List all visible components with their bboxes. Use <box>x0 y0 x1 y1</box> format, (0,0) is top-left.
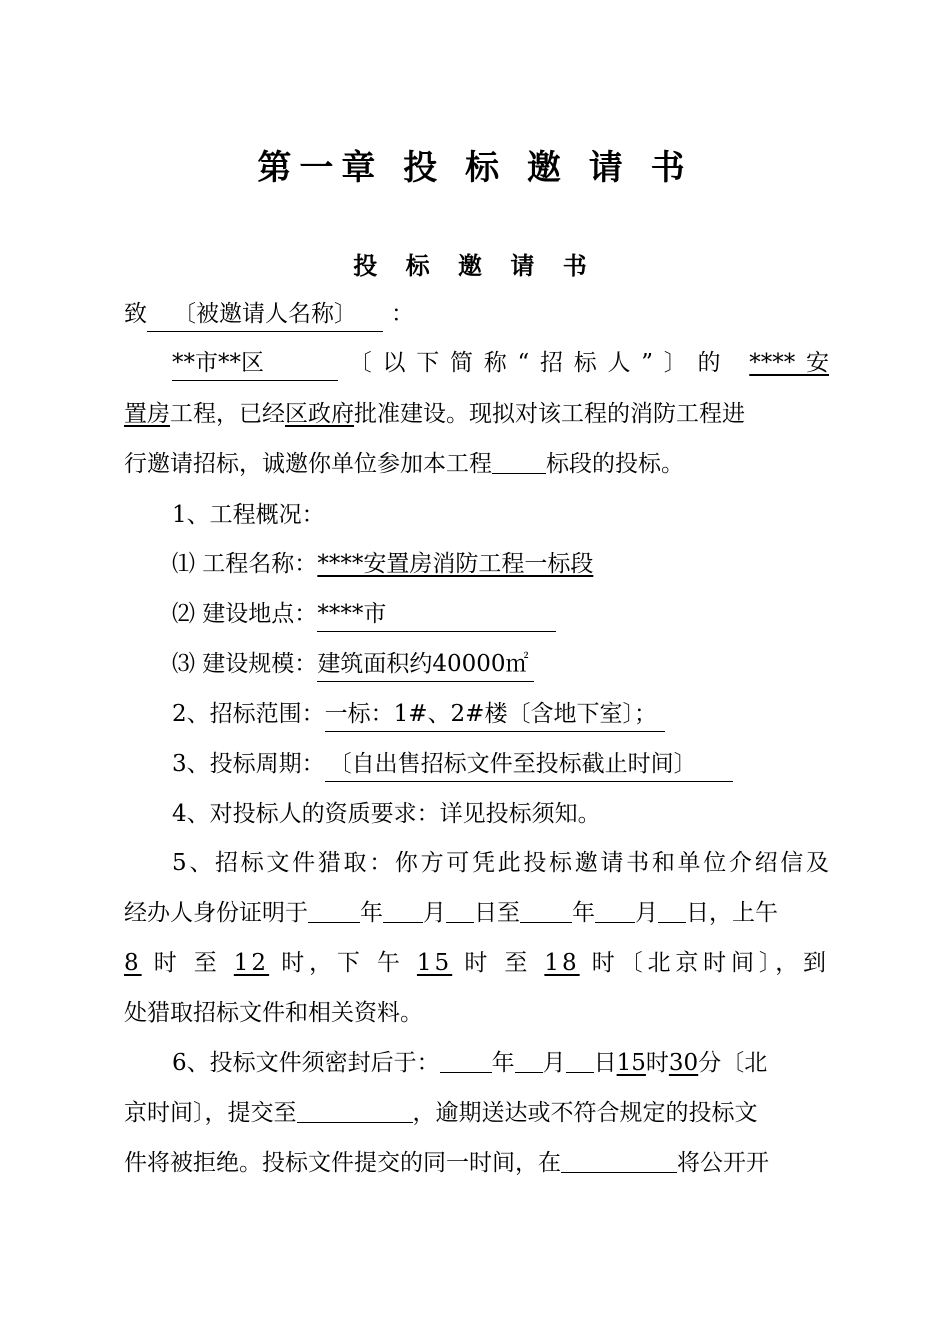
s5-text-c: 时，下 午 <box>281 950 405 976</box>
period-row <box>172 747 829 782</box>
period-label: 3、投标周期： <box>172 751 325 777</box>
month-text-2: 月 <box>635 900 658 926</box>
invitee-name-text: 〔被邀请人名称〕 <box>173 301 357 327</box>
scope-row <box>172 697 829 732</box>
year-blank-3 <box>440 1048 492 1073</box>
s6-text-d: 件将被拒绝。投标文件提交的同一时间，在 <box>124 1150 561 1176</box>
year-text-2: 年 <box>572 900 595 926</box>
s5-line1: 5、招标文件猎取：你方可凭此投标邀请书和单位介绍信及 <box>172 850 829 876</box>
chapter-title: 第一章 投 标 邀 请 书 <box>257 148 693 188</box>
s6-line1 <box>172 1046 829 1080</box>
scale-row <box>172 647 829 682</box>
scope-label: 2、招标范围： <box>172 701 325 727</box>
tenderer-text: **市**区 <box>172 350 264 376</box>
day-text-3: 日 <box>593 1050 617 1076</box>
p1-text-c: 批准建设。现拟对该工程的消防工程进 <box>354 401 745 427</box>
month-blank-2 <box>595 898 635 923</box>
minute-unit: 分〔北 <box>698 1050 768 1076</box>
year-blank-1 <box>308 898 360 923</box>
location-label: ⑵ 建设地点： <box>172 601 318 627</box>
scale-field <box>317 647 534 682</box>
month-text-3: 月 <box>542 1050 566 1076</box>
section-blank <box>492 449 546 474</box>
tenderer-field <box>172 346 338 381</box>
approver-text: 区政府 <box>285 401 354 427</box>
s6-text-b: 京时间〕，提交至 <box>124 1100 297 1126</box>
s6-text-e: 将公开开 <box>677 1150 769 1176</box>
month-text-1: 月 <box>423 900 446 926</box>
p1-text-d: 行邀请招标，诚邀你单位参加本工程 <box>124 451 492 477</box>
project-name-value: ****安置房消防工程一标段 <box>317 551 594 577</box>
s6-text-a: 6、投标文件须密封后于： <box>172 1050 440 1076</box>
p1-text-b: 工程，已经 <box>170 401 285 427</box>
s6-text-c: ，逾期送达或不符合规定的投标文 <box>412 1100 758 1126</box>
qualification-row: 4、对投标人的资质要求：详见投标须知。 <box>172 801 601 827</box>
s5-line3 <box>124 946 829 980</box>
day-blank-1 <box>446 898 474 923</box>
location-value: ****市 <box>317 601 387 627</box>
location-field <box>317 597 556 632</box>
p1-line3 <box>124 447 829 481</box>
period-field <box>325 747 733 782</box>
year-text-3: 年 <box>491 1050 515 1076</box>
opening-location-blank <box>561 1148 677 1173</box>
scope-field <box>325 697 665 732</box>
scope-value: 一标：1#、2#楼〔含地下室〕； <box>324 701 657 727</box>
day-blank-2 <box>658 898 686 923</box>
hour-8: 8 <box>124 950 142 976</box>
period-value: 〔自出售招标文件至投标截止时间〕 <box>328 751 697 777</box>
hour-18: 18 <box>544 950 580 976</box>
addressee-line <box>124 297 829 332</box>
section-1-heading: 1、工程概况： <box>172 502 325 528</box>
day-blank-3 <box>566 1048 594 1073</box>
hour-12: 12 <box>233 950 270 976</box>
project-name-a: ****安 <box>749 350 829 376</box>
month-blank-3 <box>515 1048 543 1073</box>
invitee-name-field <box>147 297 383 332</box>
s5-line4: 处猎取招标文件和相关资料。 <box>124 1000 423 1026</box>
deadline-hour: 15 <box>616 1050 646 1076</box>
year-text-1: 年 <box>360 900 383 926</box>
to-suffix: ： <box>391 301 414 327</box>
submit-location-blank <box>297 1098 413 1123</box>
deadline-minute: 30 <box>668 1050 699 1076</box>
hour-unit: 时 <box>645 1050 669 1076</box>
project-name-row <box>172 547 829 581</box>
p1-line2 <box>124 397 829 431</box>
s5-text-d: 时 至 <box>464 950 533 976</box>
p1-text-a: 〔以下简称“招标人”〕的 <box>338 350 732 376</box>
s5-text-b: 时 至 <box>153 950 222 976</box>
document-subtitle: 投 标 邀 请 书 <box>353 252 597 280</box>
p1-text-e: 标段的投标。 <box>546 451 684 477</box>
hour-15: 15 <box>416 950 453 976</box>
s6-line3 <box>124 1146 829 1180</box>
to-prefix: 致 <box>124 301 147 327</box>
s6-line2 <box>124 1096 829 1130</box>
month-blank-1 <box>383 898 423 923</box>
location-row <box>172 597 829 632</box>
year-blank-2 <box>520 898 572 923</box>
scale-value: 建筑面积约40000㎡ <box>317 651 529 677</box>
s5-text-a: 经办人身份证明于 <box>124 900 308 926</box>
scale-label: ⑶ 建设规模： <box>172 651 318 677</box>
p1-line1 <box>172 346 829 381</box>
project-name-label: ⑴ 工程名称： <box>172 551 318 577</box>
day-morning-text: 日，上午 <box>686 900 778 926</box>
day-to-text: 日至 <box>474 900 520 926</box>
s5-line2 <box>124 896 829 930</box>
project-name-b: 置房 <box>124 401 170 427</box>
s5-text-e: 时〔北京时间〕，到 <box>591 950 830 976</box>
